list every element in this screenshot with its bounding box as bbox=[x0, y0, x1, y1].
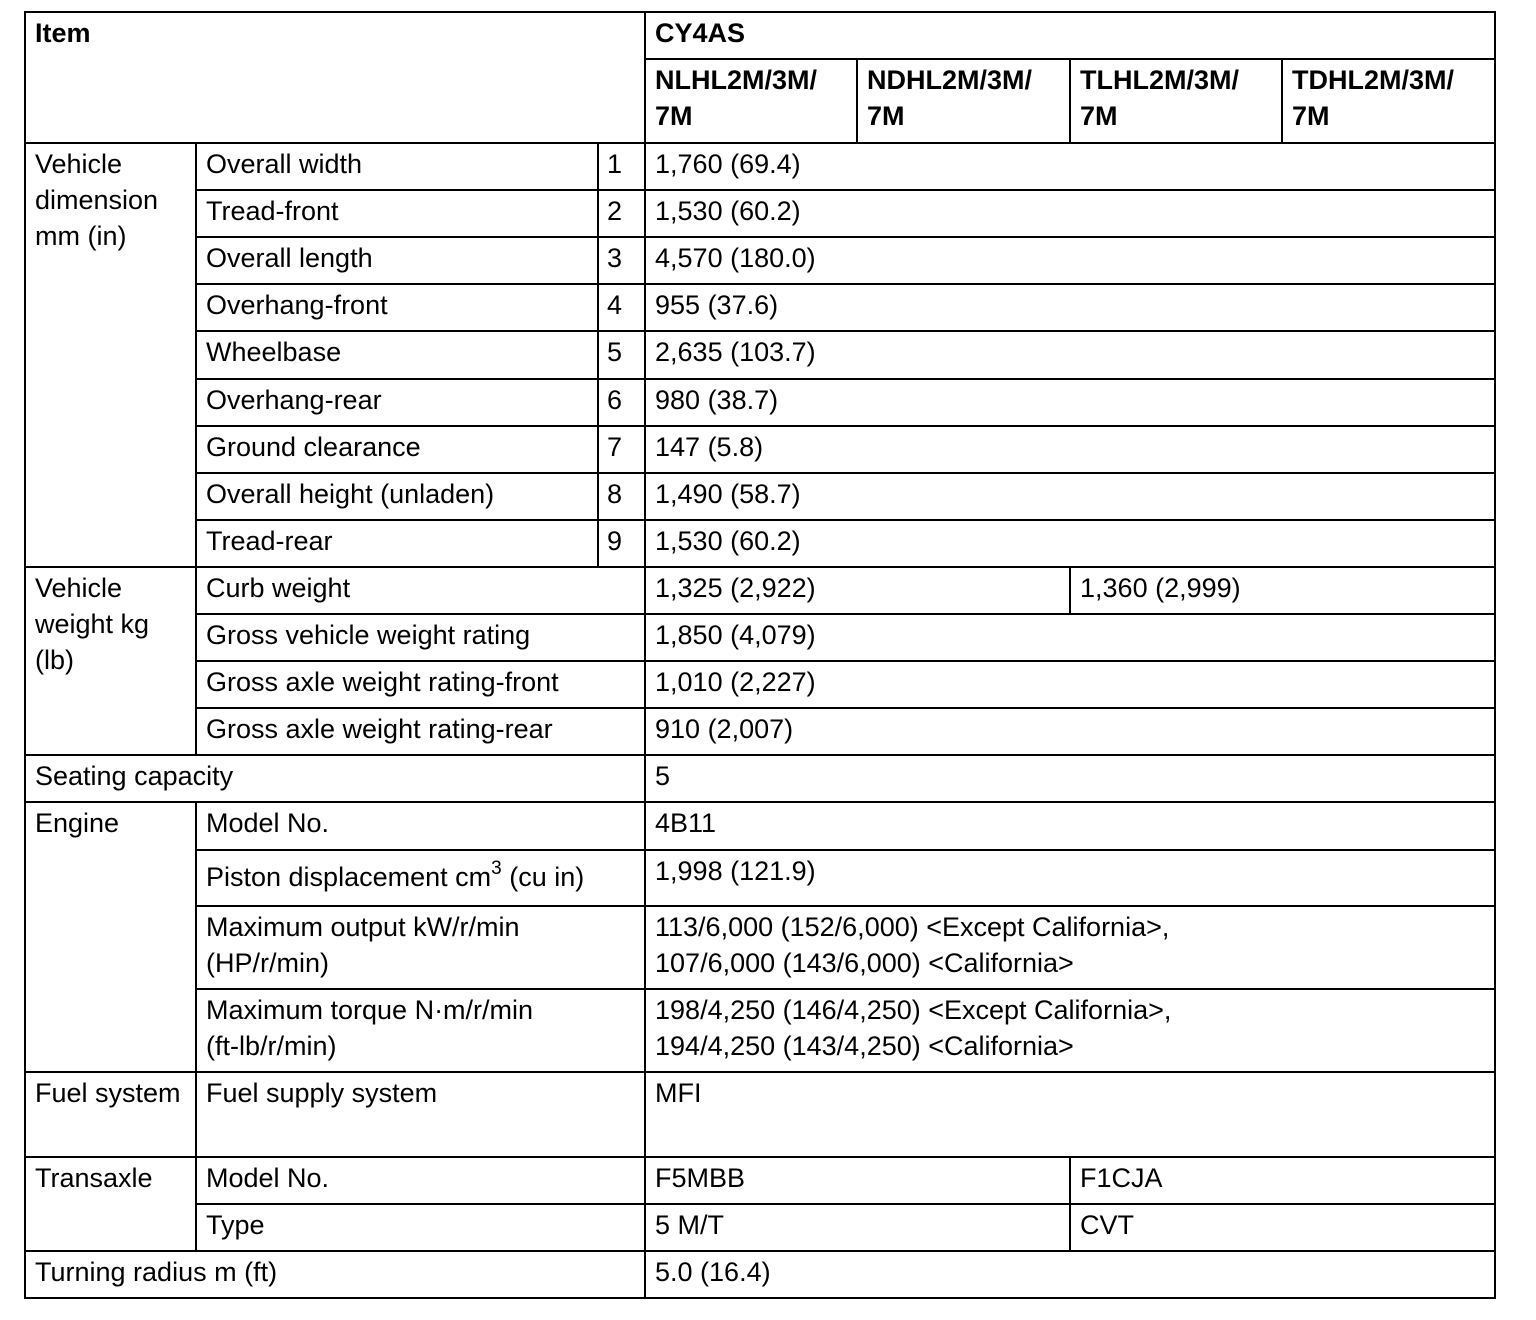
row-index: 5 bbox=[598, 331, 645, 378]
row-label: Gross axle weight rating-rear bbox=[196, 708, 645, 755]
table-row bbox=[25, 1204, 1495, 1251]
row-value: 1,530 (60.2) bbox=[645, 520, 1495, 567]
table-row bbox=[25, 1251, 1495, 1298]
row-index: 9 bbox=[598, 520, 645, 567]
variant-header: NLHL2M/3M/ 7M bbox=[645, 59, 857, 143]
table-row bbox=[25, 802, 1495, 850]
row-value: 1,010 (2,227) bbox=[645, 661, 1495, 708]
row-value: 955 (37.6) bbox=[645, 284, 1495, 331]
row-label: Wheelbase bbox=[196, 331, 598, 378]
specifications-table bbox=[24, 11, 1496, 1299]
row-value bbox=[645, 906, 1495, 989]
row-label: Gross vehicle weight rating bbox=[196, 614, 645, 661]
row-value: 910 (2,007) bbox=[645, 708, 1495, 755]
row-index: 3 bbox=[598, 237, 645, 284]
row-label: Seating capacity bbox=[25, 755, 645, 802]
torque-value-line: 194/4,250 (143/4,250) <California> bbox=[655, 1031, 1074, 1062]
table-row bbox=[25, 906, 1495, 989]
output-label-line: Maximum output kW/r/min bbox=[206, 912, 520, 943]
torque-label-line: (ft-lb/r/min) bbox=[206, 1031, 337, 1062]
row-label: Gross axle weight rating-front bbox=[196, 661, 645, 708]
table-row bbox=[25, 331, 1495, 378]
table-row bbox=[25, 284, 1495, 331]
torque-value-line: 198/4,250 (146/4,250) <Except California>, bbox=[655, 995, 1172, 1026]
row-label: Overhang-rear bbox=[196, 379, 598, 426]
table-row bbox=[25, 755, 1495, 802]
row-index: 8 bbox=[598, 473, 645, 520]
row-label: Curb weight bbox=[196, 567, 645, 614]
variant-header: NDHL2M/3M/ 7M bbox=[857, 59, 1070, 143]
table-row bbox=[25, 379, 1495, 426]
table-row bbox=[25, 237, 1495, 284]
row-label: Overall height (unladen) bbox=[196, 473, 598, 520]
table-row bbox=[25, 1157, 1495, 1204]
row-label: Model No. bbox=[196, 802, 645, 850]
torque-label-line: Maximum torque N·m/r/min bbox=[206, 995, 534, 1026]
row-value: MFI bbox=[645, 1072, 1495, 1156]
fuel-group-label: Fuel system bbox=[25, 1072, 196, 1156]
row-label bbox=[196, 989, 645, 1072]
table-row bbox=[25, 708, 1495, 755]
table-row bbox=[25, 1072, 1495, 1156]
variant-header: TDHL2M/3M/ 7M bbox=[1282, 59, 1495, 143]
row-label bbox=[196, 850, 645, 906]
table-row bbox=[25, 661, 1495, 708]
row-label: Overall width bbox=[196, 143, 598, 190]
row-value: 1,760 (69.4) bbox=[645, 143, 1495, 190]
header-row-model bbox=[25, 12, 1495, 59]
row-value: 1,850 (4,079) bbox=[645, 614, 1495, 661]
row-value: 5.0 (16.4) bbox=[645, 1251, 1495, 1298]
row-value: 1,998 (121.9) bbox=[645, 850, 1495, 906]
table-row bbox=[25, 190, 1495, 237]
row-value: 5 bbox=[645, 755, 1495, 802]
row-label: Turning radius m (ft) bbox=[25, 1251, 645, 1298]
weight-group-label: Vehicle weight kg (lb) bbox=[25, 567, 196, 755]
displacement-label-unit: (cu in) bbox=[501, 862, 585, 893]
row-label: Tread-rear bbox=[196, 520, 598, 567]
item-header: Item bbox=[25, 12, 645, 143]
row-index: 2 bbox=[598, 190, 645, 237]
row-value: 2,635 (103.7) bbox=[645, 331, 1495, 378]
row-index: 1 bbox=[598, 143, 645, 190]
displacement-label: Piston displacement cm bbox=[206, 862, 492, 893]
row-label: Overall length bbox=[196, 237, 598, 284]
row-label bbox=[196, 906, 645, 989]
row-value-alt: CVT bbox=[1070, 1204, 1495, 1251]
row-index: 7 bbox=[598, 426, 645, 473]
row-label: Tread-front bbox=[196, 190, 598, 237]
dimension-group-label: Vehicle dimension mm (in) bbox=[25, 143, 196, 567]
row-value: F5MBB bbox=[645, 1157, 1070, 1204]
row-value: 147 (5.8) bbox=[645, 426, 1495, 473]
row-value: 4B11 bbox=[645, 802, 1495, 850]
table-row bbox=[25, 850, 1495, 906]
row-label: Fuel supply system bbox=[196, 1072, 645, 1156]
row-value: 1,490 (58.7) bbox=[645, 473, 1495, 520]
row-value-alt: F1CJA bbox=[1070, 1157, 1495, 1204]
output-label-line: (HP/r/min) bbox=[206, 948, 329, 979]
variant-header: TLHL2M/3M/ 7M bbox=[1070, 59, 1282, 143]
output-value-line: 107/6,000 (143/6,000) <California> bbox=[655, 948, 1074, 979]
row-index: 4 bbox=[598, 284, 645, 331]
table-row bbox=[25, 520, 1495, 567]
row-value: 4,570 (180.0) bbox=[645, 237, 1495, 284]
model-header: CY4AS bbox=[645, 12, 1495, 59]
curb-weight-value: 1,325 (2,922) bbox=[645, 567, 1070, 614]
row-label: Type bbox=[196, 1204, 645, 1251]
output-value-line: 113/6,000 (152/6,000) <Except California>, bbox=[655, 912, 1170, 943]
row-label: Overhang-front bbox=[196, 284, 598, 331]
table-row bbox=[25, 473, 1495, 520]
row-value: 5 M/T bbox=[645, 1204, 1070, 1251]
curb-weight-value-alt: 1,360 (2,999) bbox=[1070, 567, 1495, 614]
table-row bbox=[25, 989, 1495, 1072]
engine-group-label: Engine bbox=[25, 802, 196, 1072]
table-row bbox=[25, 426, 1495, 473]
row-value bbox=[645, 989, 1495, 1072]
row-value: 980 (38.7) bbox=[645, 379, 1495, 426]
row-label: Model No. bbox=[196, 1157, 645, 1204]
table-row bbox=[25, 614, 1495, 661]
row-value: 1,530 (60.2) bbox=[645, 190, 1495, 237]
table-row bbox=[25, 567, 1495, 614]
table-row bbox=[25, 143, 1495, 190]
transaxle-group-label: Transaxle bbox=[25, 1157, 196, 1251]
row-label: Ground clearance bbox=[196, 426, 598, 473]
row-index: 6 bbox=[598, 379, 645, 426]
displacement-label-exponent: 3 bbox=[491, 858, 502, 880]
